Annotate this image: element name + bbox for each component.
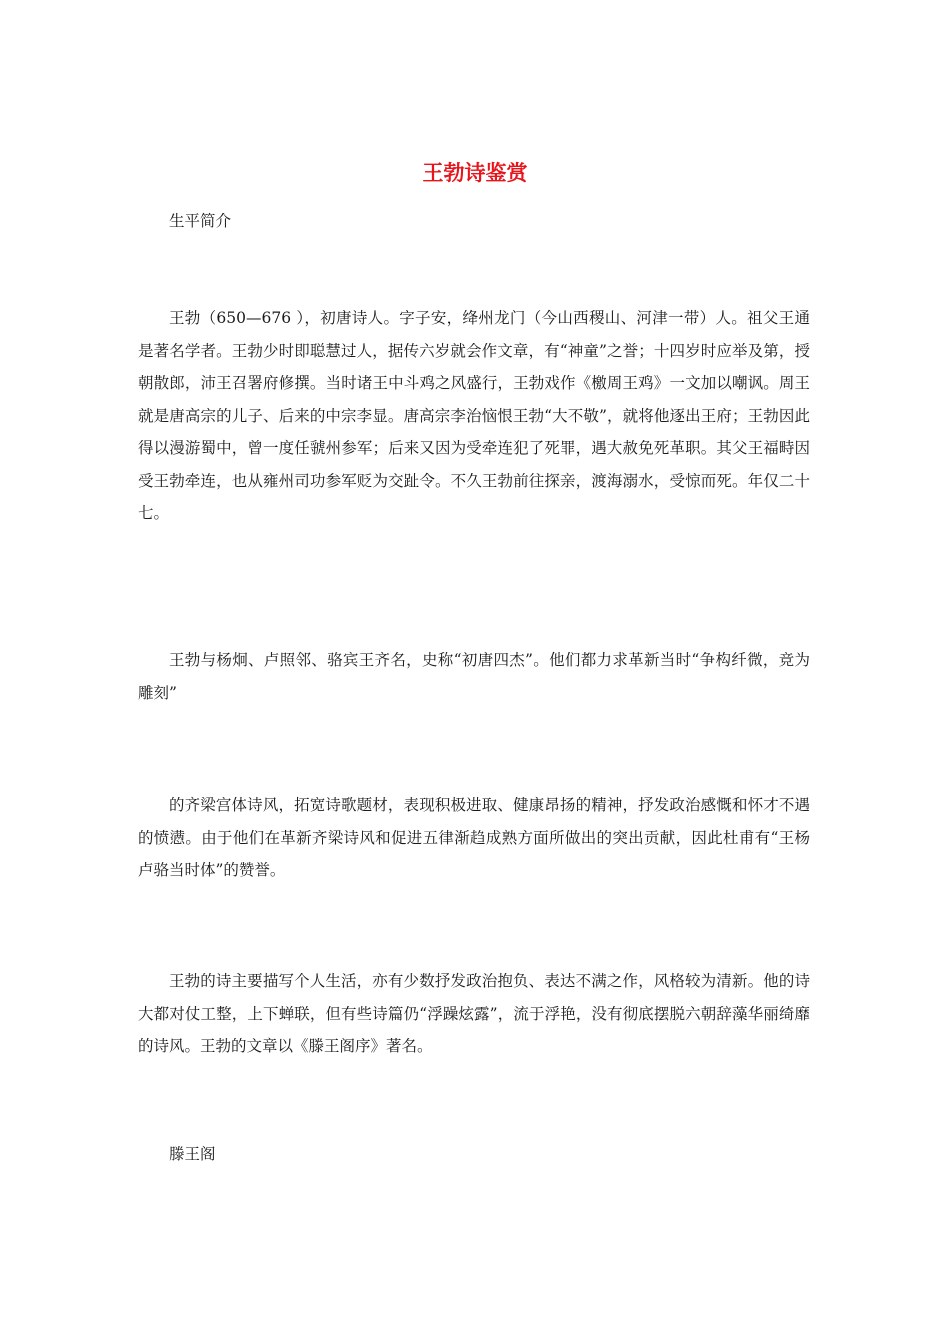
document-title: 王勃诗鉴赏 [422, 161, 528, 185]
section-heading-biography: 生平简介 [169, 212, 232, 230]
section-heading-tengwang-pavilion: 滕王阁 [169, 1145, 216, 1163]
paragraph-poetic-reform: 的齐梁宫体诗风，拓宽诗歌题材，表现积极进取、健康昂扬的精神，抒发政治感慨和怀才不遇的愤懑。由于他们在革新齐梁诗风和促进五律渐趋成熟方面所做出的突出贡献，因此杜甫有“王杨卢骆当时体”的赞誉。 [138, 796, 810, 879]
paragraph-biography: 王勃（650—676 ），初唐诗人。字子安，绛州龙门（今山西稷山、河津一带）人。祖父王通是著名学者。王勃少时即聪慧过人，据传六岁就会作文章，有“神童”之誉；十四岁时应举及第，授朝散郎，沛王召署府修撰。当时诸王中斗鸡之风盛行，王勃戏作《檄周王鸡》一文加以嘲讽。周王就是唐高宗的儿子、后来的中宗李显。唐高宗李治恼恨王勃“大不敬”，就将他逐出王府；王勃因此得以漫游蜀中，曾一度任虢州参军；后来又因为受牵连犯了死罪，遇大赦免死革职。其父王福畤因受王勃牵连，也从雍州司功参军贬为交趾令。不久王勃前往探亲，渡海溺水，受惊而死。年仅二十七。 [138, 309, 810, 522]
paragraph-poetic-style: 王勃的诗主要描写个人生活，亦有少数抒发政治抱负、表达不满之作，风格较为清新。他的诗大都对仗工整，上下蝉联，但有些诗篇仍“浮躁炫露”，流于浮艳，没有彻底摆脱六朝辞藻华丽绮靡的诗风。王勃的文章以《滕王阁序》著名。 [138, 972, 810, 1055]
paragraph-four-talents: 王勃与杨炯、卢照邻、骆宾王齐名，史称“初唐四杰”。他们都力求革新当时“争构纤微，竞为雕刻” [138, 651, 810, 702]
